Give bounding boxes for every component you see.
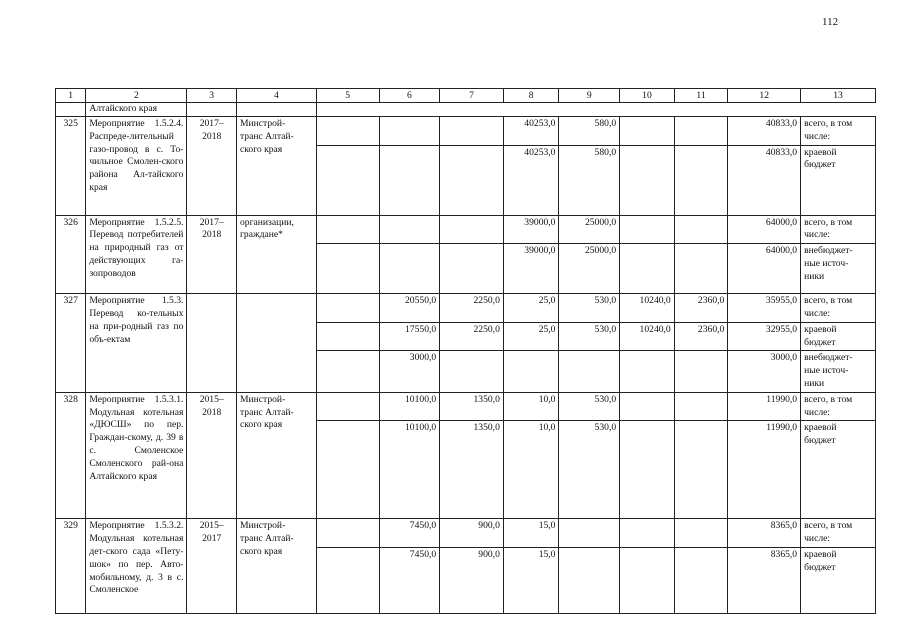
cell-c11: 2360,0 (674, 294, 728, 323)
budget-table (55, 88, 876, 614)
header-col-9: 9 (559, 89, 620, 103)
page-number: 112 (822, 16, 839, 28)
years-cell: 2015– 2018 (187, 392, 237, 519)
cell-c6: 10100,0 (379, 421, 440, 519)
cell-c12: 11990,0 (728, 421, 801, 519)
cell-c8: 25,0 (503, 294, 559, 323)
cell-c6: 7450,0 (379, 519, 440, 548)
cell-c9 (559, 351, 620, 392)
cell-c10 (620, 392, 675, 421)
cell-c12: 11990,0 (728, 392, 801, 421)
cell-c5 (316, 421, 379, 519)
header-col-13: 13 (801, 89, 876, 103)
header-col-1: 1 (56, 89, 86, 103)
years-cell: 2017– 2018 (187, 117, 237, 216)
cell-c9: 580,0 (559, 117, 620, 146)
cell-c12: 40833,0 (728, 117, 801, 146)
cell-c5 (316, 351, 379, 392)
cell-c5 (316, 117, 379, 146)
header-col-3: 3 (187, 89, 237, 103)
cell-c10: 10240,0 (620, 294, 675, 323)
cell-c8: 10,0 (503, 421, 559, 519)
cell-c8 (503, 351, 559, 392)
cell-c10 (620, 215, 675, 244)
cell-c10 (620, 244, 675, 294)
cell-c13: краевой бюджет (801, 547, 876, 613)
cell-col4 (236, 103, 316, 117)
header-col-2: 2 (86, 89, 187, 103)
cell-c5 (316, 294, 379, 323)
cell-c12: 8365,0 (728, 519, 801, 548)
cell-c12: 8365,0 (728, 547, 801, 613)
header-col-12: 12 (728, 89, 801, 103)
cell-c5 (316, 519, 379, 548)
cell-c8: 25,0 (503, 322, 559, 351)
row-number: 326 (56, 215, 86, 294)
cell-c8: 15,0 (503, 547, 559, 613)
executor-cell: Минстрой- транс Алтай- ского края (236, 392, 316, 519)
header-col-10: 10 (620, 89, 675, 103)
cell-c10 (620, 547, 675, 613)
header-col-8: 8 (503, 89, 559, 103)
years-cell: 2015– 2017 (187, 519, 237, 614)
cell-c13: всего, в том числе: (801, 519, 876, 548)
continuation-text: Алтайского края (86, 103, 187, 117)
cell-c7 (440, 244, 504, 294)
cell-c12: 32955,0 (728, 322, 801, 351)
cell-c9 (559, 547, 620, 613)
cell-c11 (674, 421, 728, 519)
years-cell: 2017– 2018 (187, 215, 237, 294)
cell-c7 (440, 117, 504, 146)
cell-c11 (674, 215, 728, 244)
cell-c10 (620, 421, 675, 519)
cell-c7: 1350,0 (440, 421, 504, 519)
cell-c10 (620, 519, 675, 548)
cell-c8: 10,0 (503, 392, 559, 421)
activity-name: Мероприятие 1.5.3.2. Модульная котельная дет-ского сада «Пету-шок» по пер. Авто-мобильному, д. 3 в с. Смоленское (86, 519, 187, 614)
cell-c6: 10100,0 (379, 392, 440, 421)
header-col-7: 7 (440, 89, 504, 103)
cell-c10: 10240,0 (620, 322, 675, 351)
executor-cell: Минстрой- транс Алтай- ского края (236, 519, 316, 614)
cell-c9 (559, 519, 620, 548)
cell-c8: 40253,0 (503, 117, 559, 146)
cell-c9: 530,0 (559, 421, 620, 519)
cell-c11 (674, 145, 728, 215)
cell-c10 (620, 351, 675, 392)
cell-c13: краевой бюджет (801, 322, 876, 351)
table-row (56, 392, 876, 421)
cell-c13: внебюджет- ные источ- ники (801, 351, 876, 392)
header-col-11: 11 (674, 89, 728, 103)
cell-c9: 530,0 (559, 294, 620, 323)
cell-c8: 39000,0 (503, 244, 559, 294)
cell-c11 (674, 547, 728, 613)
cell-blank (316, 103, 875, 117)
cell-c5 (316, 392, 379, 421)
cell-c7 (440, 145, 504, 215)
cell-c12: 3000,0 (728, 351, 801, 392)
cell-c7: 2250,0 (440, 294, 504, 323)
cell-c7: 2250,0 (440, 322, 504, 351)
table-row (56, 215, 876, 244)
header-col-5: 5 (316, 89, 379, 103)
table-body (56, 89, 876, 614)
cell-c11 (674, 351, 728, 392)
cell-c7: 900,0 (440, 519, 504, 548)
row-number: 329 (56, 519, 86, 614)
cell-c9: 530,0 (559, 392, 620, 421)
cell-c11 (674, 519, 728, 548)
row-number: 327 (56, 294, 86, 393)
executor-cell: организации, граждане* (236, 215, 316, 294)
cell-c10 (620, 117, 675, 146)
table-row (56, 117, 876, 146)
cell-col3 (187, 103, 237, 117)
table-row (56, 519, 876, 548)
cell-c12: 35955,0 (728, 294, 801, 323)
cell-c8: 15,0 (503, 519, 559, 548)
header-row (56, 89, 876, 103)
cell-c6 (379, 145, 440, 215)
cell-c11 (674, 117, 728, 146)
cell-c13: краевой бюджет (801, 421, 876, 519)
cell-c12: 64000,0 (728, 215, 801, 244)
cell-c7 (440, 215, 504, 244)
cell-c12: 40833,0 (728, 145, 801, 215)
years-cell (187, 294, 237, 393)
continuation-row (56, 103, 876, 117)
activity-name: Мероприятие 1.5.2.5. Перевод потребителей на природный газ от действующих га-зопроводов (86, 215, 187, 294)
cell-c9: 25000,0 (559, 215, 620, 244)
cell-c7: 900,0 (440, 547, 504, 613)
cell-c6: 7450,0 (379, 547, 440, 613)
header-col-4: 4 (236, 89, 316, 103)
cell-c7 (440, 351, 504, 392)
cell-c12: 64000,0 (728, 244, 801, 294)
table-row (56, 294, 876, 323)
cell-c8: 40253,0 (503, 145, 559, 215)
cell-c6 (379, 117, 440, 146)
cell-c9: 530,0 (559, 322, 620, 351)
cell-c13: краевой бюджет (801, 145, 876, 215)
cell-c6 (379, 215, 440, 244)
cell-c6 (379, 244, 440, 294)
cell-col1 (56, 103, 86, 117)
cell-c6: 3000,0 (379, 351, 440, 392)
row-number: 325 (56, 117, 86, 216)
cell-c13: внебюджет- ные источ- ники (801, 244, 876, 294)
cell-c5 (316, 145, 379, 215)
row-number: 328 (56, 392, 86, 519)
executor-cell (236, 294, 316, 393)
activity-name: Мероприятие 1.5.3.1. Модульная котельная «ДЮСШ» по пер. Граждан-скому, д. 39 в с. Смоленское Смоленского рай-она Алтайского края (86, 392, 187, 519)
cell-c10 (620, 145, 675, 215)
cell-c11: 2360,0 (674, 322, 728, 351)
cell-c11 (674, 392, 728, 421)
cell-c9: 25000,0 (559, 244, 620, 294)
activity-name: Мероприятие 1.5.3. Перевод ко-тельных на при-родный газ по объ-ектам (86, 294, 187, 393)
activity-name: Мероприятие 1.5.2.4. Распреде-лительный газо-провод в с. То-чильное Смолен-ского района Ал-тайского края (86, 117, 187, 216)
cell-c7: 1350,0 (440, 392, 504, 421)
cell-c5 (316, 322, 379, 351)
cell-c8: 39000,0 (503, 215, 559, 244)
cell-c13: всего, в том числе: (801, 392, 876, 421)
cell-c13: всего, в том числе: (801, 215, 876, 244)
cell-c13: всего, в том числе: (801, 117, 876, 146)
header-col-6: 6 (379, 89, 440, 103)
cell-c13: всего, в том числе: (801, 294, 876, 323)
cell-c5 (316, 215, 379, 244)
cell-c5 (316, 547, 379, 613)
executor-cell: Минстрой- транс Алтай- ского края (236, 117, 316, 216)
cell-c6: 17550,0 (379, 322, 440, 351)
cell-c5 (316, 244, 379, 294)
cell-c6: 20550,0 (379, 294, 440, 323)
cell-c9: 580,0 (559, 145, 620, 215)
cell-c11 (674, 244, 728, 294)
